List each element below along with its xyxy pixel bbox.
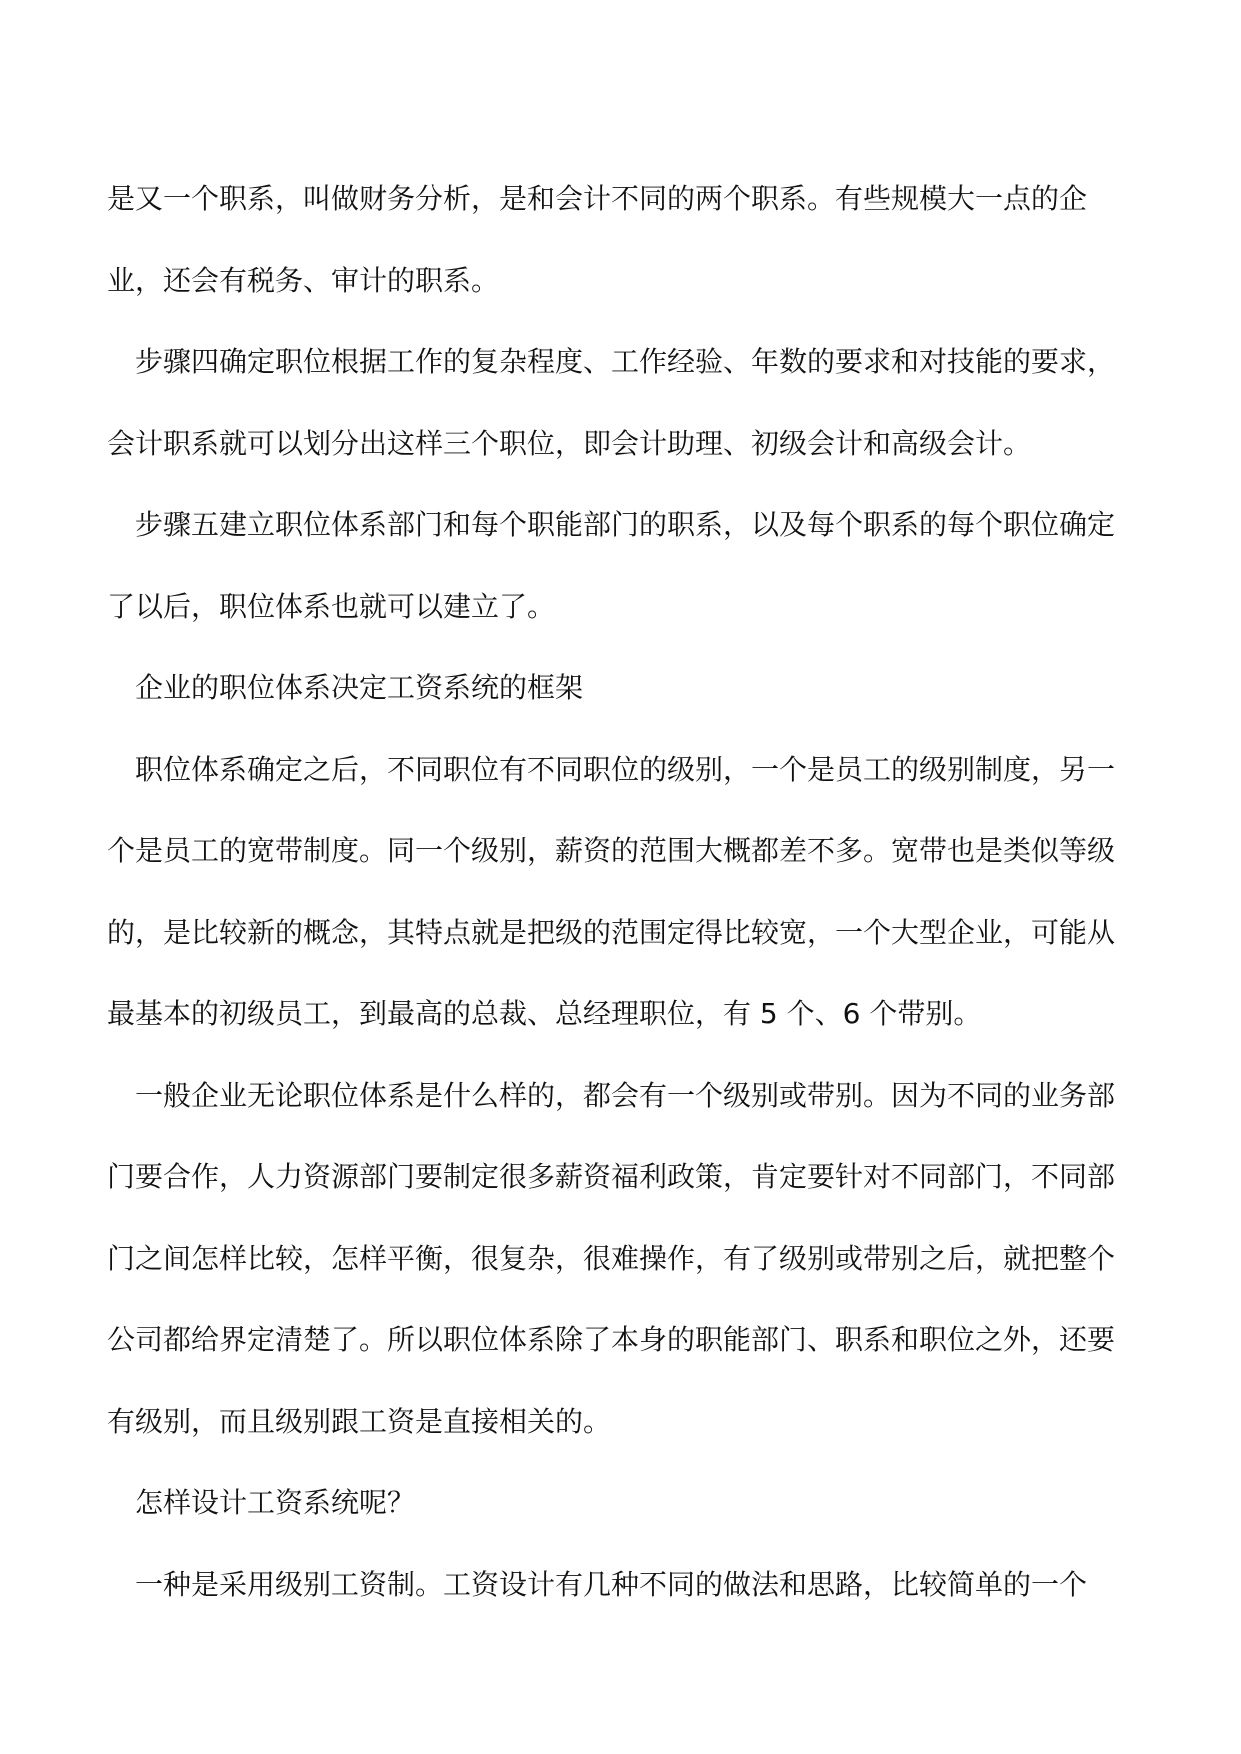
paragraph-1: 是又一个职系，叫做财务分析，是和会计不同的两个职系。有些规模大一点的企业，还会有税务、审计的职系。 — [107, 182, 1088, 297]
paragraph-3: 步骤五建立职位体系部门和每个职能部门的职系，以及每个职系的每个职位确定了以后，职位体系也就可以建立了。 — [107, 508, 1116, 623]
paragraph-6: 一般企业无论职位体系是什么样的，都会有一个级别或带别。因为不同的业务部门要合作，人力资源部门要制定很多薪资福利政策，肯定要针对不同部门，不同部门之间怎样比较，怎样平衡，很复杂，很难操作，有了级别或带别之后，就把整个公司都给界定清楚了。所以职位体系除了本身的职能部门、职系和职位之外，还要有级别，而且级别跟工资是直接相关的。 — [107, 1078, 1116, 1438]
paragraph-5: 职位体系确定之后，不同职位有不同职位的级别，一个是员工的级别制度，另一个是员工的宽带制度。同一个级别，薪资的范围大概都差不多。宽带也是类似等级的，是比较新的概念，其特点就是把级的范围定得比较宽，一个大型企业，可能从最基本的初级员工，到最高的总裁、总经理职位，有 5 个、6 个带别。 — [107, 752, 1116, 1030]
section-heading-position-system: 企业的职位体系决定工资系统的框架 — [107, 671, 584, 704]
section-heading-salary-design: 怎样设计工资系统呢？ — [107, 1486, 416, 1519]
paragraph-8: 一种是采用级别工资制。工资设计有几种不同的做法和思路，比较简单的一个 — [107, 1567, 1088, 1601]
paragraph-2: 步骤四确定职位根据工作的复杂程度、工作经验、年数的要求和对技能的要求，会计职系就可以划分出这样三个职位，即会计助理、初级会计和高级会计。 — [107, 345, 1116, 460]
document-body — [107, 158, 1137, 1625]
